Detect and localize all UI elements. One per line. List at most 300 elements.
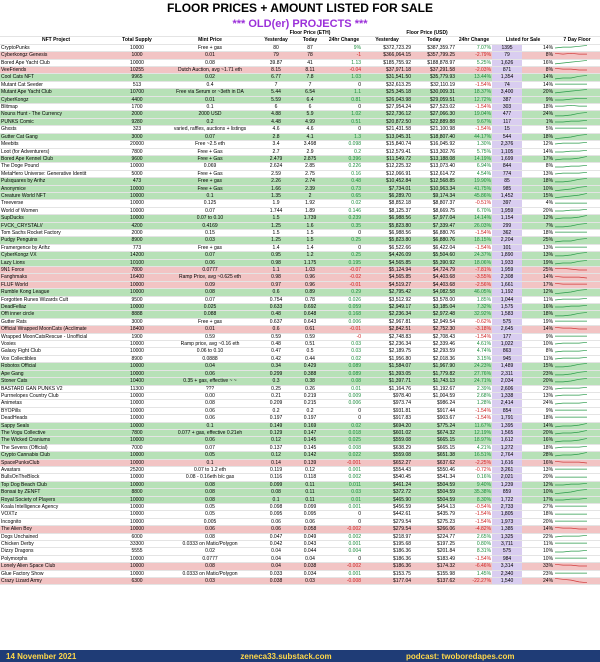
mint-price: 0.025 (162, 304, 258, 311)
mint-price: 0.03 (162, 578, 258, 585)
floor-eth-today: 0.96 (294, 274, 326, 281)
listed-count: 863 (492, 348, 522, 355)
table-row[interactable] (0, 289, 600, 296)
project-name: The Sevens (Official) (0, 444, 112, 451)
mint-price: 0.02 (162, 74, 258, 81)
floor-eth-yesterday: 0.14 (258, 459, 294, 466)
floor-eth-yesterday: 0.12 (258, 452, 294, 459)
floor-eth-change: 0.009 (326, 392, 362, 399)
mint-price: 0.069 (162, 163, 258, 170)
trend-line (555, 157, 587, 160)
table-row[interactable] (0, 67, 600, 74)
floor-usd-today: $8,807.37 (412, 200, 456, 207)
mint-price: Free + Gas (162, 155, 258, 162)
trend-line (555, 461, 587, 463)
floor-eth-yesterday: 0.2 (258, 407, 294, 414)
table-row[interactable] (0, 244, 600, 251)
listed-count: 575 (492, 318, 522, 325)
trend-sparkline (554, 104, 600, 111)
table-row[interactable] (0, 466, 600, 473)
listed-count: 575 (492, 548, 522, 555)
trend-sparkline (554, 452, 600, 459)
floor-usd-today: $13,073.40 (412, 163, 456, 170)
total-supply: 10000 (112, 474, 162, 481)
total-supply: 10000 (112, 163, 162, 170)
listed-count: 387 (492, 96, 522, 103)
project-name: Pulsquares by Arihz (0, 178, 112, 185)
col-mint: Mint Price (162, 37, 258, 44)
floor-eth-today: 2.875 (294, 155, 326, 162)
floor-eth-change: -1 (326, 52, 362, 59)
project-name: Chicken Derby (0, 541, 112, 548)
trend-sparkline (554, 392, 600, 399)
floor-eth-yesterday: 0.98 (258, 274, 294, 281)
floor-eth-yesterday: 0.137 (258, 444, 294, 451)
floor-usd-change: 1.28% (456, 400, 492, 407)
floor-eth-today: 6.54 (294, 89, 326, 96)
floor-usd-yesterday: $366,064.15 (362, 52, 412, 59)
table-row[interactable] (0, 281, 600, 288)
floor-eth-today: 5.9 (294, 111, 326, 118)
listed-count: 1,612 (492, 437, 522, 444)
floor-eth-change: 0.018 (326, 429, 362, 436)
table-row[interactable] (0, 296, 600, 303)
table-row[interactable] (0, 259, 600, 266)
trend-sparkline (554, 252, 600, 259)
total-supply: 3000 (112, 133, 162, 140)
total-supply: 8888 (112, 311, 162, 318)
footer-site-link[interactable]: zeneca33.substack.com (240, 651, 332, 661)
table-row[interactable] (0, 533, 600, 540)
table-row[interactable] (0, 355, 600, 362)
total-supply: 323 (112, 126, 162, 133)
project-name: Koala Intelligence Agency (0, 504, 112, 511)
floor-usd-yesterday: $8,125.37 (362, 207, 412, 214)
table-row[interactable] (0, 267, 600, 274)
floor-eth-yesterday: 0.633 (258, 304, 294, 311)
floor-usd-today: $986.24 (412, 400, 456, 407)
floor-usd-yesterday: $1,956.80 (362, 355, 412, 362)
table-row[interactable] (0, 44, 600, 51)
listed-count: 871 (492, 67, 522, 74)
floor-eth-yesterday: 0.038 (258, 578, 294, 585)
trend-sparkline (554, 89, 600, 96)
total-supply: 10000 (112, 370, 162, 377)
listed-percent: 14% (522, 326, 554, 333)
floor-usd-change: 4.54% (456, 170, 492, 177)
listed-percent: 18% (522, 133, 554, 140)
mint-price: 0.08 (162, 59, 258, 66)
project-name: BYOPills (0, 407, 112, 414)
trend-sparkline (554, 237, 600, 244)
listed-percent: 13% (522, 252, 554, 259)
table-row[interactable] (0, 274, 600, 281)
listed-percent: 8% (522, 348, 554, 355)
footer-bar (0, 650, 600, 662)
table-row[interactable] (0, 407, 600, 414)
listed-percent: 24% (522, 400, 554, 407)
table-row[interactable] (0, 74, 600, 81)
mint-price: 0.08 (162, 533, 258, 540)
table-row[interactable] (0, 392, 600, 399)
listed-count: 1,395 (492, 422, 522, 429)
table-row[interactable] (0, 437, 600, 444)
table-row[interactable] (0, 326, 600, 333)
mint-price: 0.01 (162, 96, 258, 103)
table-row[interactable] (0, 104, 600, 111)
table-row[interactable] (0, 304, 600, 311)
project-name: Purrnelopes Country Club (0, 392, 112, 399)
mint-price: Free + Gas (162, 148, 258, 155)
project-name: Treeverse (0, 200, 112, 207)
floor-eth-today: 6.4 (294, 96, 326, 103)
trend-line (555, 431, 587, 434)
floor-eth-yesterday: 0.25 (258, 385, 294, 392)
floor-eth-today: 0.643 (294, 318, 326, 325)
trend-sparkline (554, 215, 600, 222)
total-supply: 7800 (112, 429, 162, 436)
project-name: Ape Gang (0, 370, 112, 377)
floor-eth-change: 0.51 (326, 118, 362, 125)
listed-count: 2,764 (492, 452, 522, 459)
listed-count: 2,021 (492, 474, 522, 481)
floor-usd-yesterday: $1,393.05 (362, 370, 412, 377)
listed-count: 1,272 (492, 444, 522, 451)
table-row[interactable] (0, 378, 600, 385)
floor-usd-change: -0.72% (456, 466, 492, 473)
floor-usd-today: $197.25 (412, 541, 456, 548)
listed-count: 1,699 (492, 155, 522, 162)
table-row[interactable] (0, 126, 600, 133)
project-name: Avastars (0, 466, 112, 473)
mint-price: 0.0333 on Matic/Polygon (162, 541, 258, 548)
trend-sparkline (554, 163, 600, 170)
floor-usd-yesterday: $694.20 (362, 422, 412, 429)
trend-sparkline (554, 474, 600, 481)
floor-eth-change: 0.396 (326, 155, 362, 162)
mint-price: 0.08 (162, 289, 258, 296)
listed-percent: 28% (522, 452, 554, 459)
listed-percent: 23% (522, 370, 554, 377)
floor-usd-change: 18.37% (456, 89, 492, 96)
table-row[interactable] (0, 207, 600, 214)
table-row[interactable] (0, 252, 600, 259)
total-supply: 10000 (112, 459, 162, 466)
table-row[interactable] (0, 52, 600, 59)
floor-usd-change: -1.54% (456, 518, 492, 525)
floor-usd-change: 18.06% (456, 259, 492, 266)
listed-count: 859 (492, 489, 522, 496)
project-name: Vox Collectibles (0, 355, 112, 362)
floor-usd-yesterday: $5,823.80 (362, 222, 412, 229)
floor-eth-change: 0 (326, 511, 362, 518)
floor-usd-yesterday: $32,613.25 (362, 81, 412, 88)
trend-line (555, 150, 587, 152)
total-supply: 8900 (112, 237, 162, 244)
trend-sparkline (554, 141, 600, 148)
table-row[interactable] (0, 548, 600, 555)
listed-count: 1,722 (492, 496, 522, 503)
listed-count: 945 (492, 355, 522, 362)
listed-count: 854 (492, 407, 522, 414)
floor-usd-change: -1.54% (456, 229, 492, 236)
floor-eth-today: 0.118 (294, 474, 326, 481)
floor-eth-today: 3.498 (294, 141, 326, 148)
table-row[interactable] (0, 215, 600, 222)
table-row[interactable] (0, 570, 600, 577)
floor-usd-yesterday: $12,225.32 (362, 163, 412, 170)
floor-eth-today: 78 (294, 52, 326, 59)
listed-percent: 12% (522, 141, 554, 148)
floor-eth-today: 0.219 (294, 392, 326, 399)
table-row[interactable] (0, 481, 600, 488)
floor-usd-change: 13.44% (456, 74, 492, 81)
trend-line (555, 550, 587, 552)
mint-price: 0.59 (162, 333, 258, 340)
floor-usd-today: $2,949.54 (412, 318, 456, 325)
table-row[interactable] (0, 170, 600, 177)
total-supply: 10100 (112, 259, 162, 266)
table-row[interactable] (0, 96, 600, 103)
floor-usd-today: $674.32 (412, 429, 456, 436)
trend-line (555, 483, 587, 485)
trend-sparkline (554, 326, 600, 333)
trend-line (555, 69, 587, 71)
listed-count: 1,616 (492, 459, 522, 466)
floor-eth-change: 0 (326, 81, 362, 88)
floor-eth-change: 0.059 (326, 304, 362, 311)
listed-count: 1,192 (492, 289, 522, 296)
listed-percent: 14% (522, 526, 554, 533)
trend-sparkline (554, 59, 600, 66)
mint-price: 0.07 (162, 296, 258, 303)
project-name: VeeFriends (0, 67, 112, 74)
floor-usd-today: $4,724.79 (412, 267, 456, 274)
floor-usd-today: $16,045.92 (412, 141, 456, 148)
mint-price: 0.08 (162, 496, 258, 503)
table-row[interactable] (0, 81, 600, 88)
mint-price: 0.1 (162, 104, 258, 111)
floor-eth-change: -0.002 (326, 563, 362, 570)
listed-percent: 18% (522, 444, 554, 451)
table-row[interactable] (0, 229, 600, 236)
listed-percent: 7% (522, 222, 554, 229)
trend-sparkline (554, 267, 600, 274)
table-row[interactable] (0, 452, 600, 459)
trend-sparkline (554, 229, 600, 236)
floor-eth-yesterday: 0.95 (258, 252, 294, 259)
table-row[interactable] (0, 311, 600, 318)
floor-eth-change: 0.65 (326, 192, 362, 199)
table-row[interactable] (0, 333, 600, 340)
project-name: DeadHeads (0, 415, 112, 422)
total-supply: 10000 (112, 192, 162, 199)
table-row[interactable] (0, 155, 600, 162)
listed-percent: 14% (522, 274, 554, 281)
trend-sparkline (554, 466, 600, 473)
trend-sparkline (554, 555, 600, 562)
floor-eth-change: 0.001 (326, 570, 362, 577)
table-row[interactable] (0, 318, 600, 325)
listed-count: 2,308 (492, 274, 522, 281)
floor-usd-today: $13,302.76 (412, 148, 456, 155)
table-row[interactable] (0, 489, 600, 496)
mint-price: Free + gas (162, 178, 258, 185)
table-row[interactable] (0, 348, 600, 355)
table-row[interactable] (0, 341, 600, 348)
total-supply: 773 (112, 244, 162, 251)
floor-usd-change: -22.27% (456, 578, 492, 585)
trend-line (555, 276, 587, 278)
floor-usd-change: 6.70% (456, 207, 492, 214)
table-row[interactable] (0, 518, 600, 525)
listed-count: 303 (492, 104, 522, 111)
floor-eth-yesterday: 0.06 (258, 518, 294, 525)
floor-usd-change: 24.37% (456, 252, 492, 259)
floor-eth-yesterday: 0.08 (258, 489, 294, 496)
floor-eth-yesterday: 0.42 (258, 355, 294, 362)
table-row[interactable] (0, 222, 600, 229)
listed-percent: 9% (522, 333, 554, 340)
table-row[interactable] (0, 496, 600, 503)
total-supply: 6300 (112, 578, 162, 585)
floor-usd-change: -6.46% (456, 563, 492, 570)
table-row[interactable] (0, 141, 600, 148)
floor-usd-today: $22,889.88 (412, 118, 456, 125)
total-supply: 10000 (112, 215, 162, 222)
floor-eth-change: 0 (326, 415, 362, 422)
table-row[interactable] (0, 89, 600, 96)
table-row[interactable] (0, 400, 600, 407)
trend-line (555, 112, 587, 115)
trend-sparkline (554, 44, 600, 51)
floor-usd-change: 3.15% (456, 355, 492, 362)
table-row[interactable] (0, 185, 600, 192)
floor-eth-today: 1.5 (294, 229, 326, 236)
floor-usd-yesterday: $372,723.29 (362, 44, 412, 51)
listed-percent: 20% (522, 518, 554, 525)
table-row[interactable] (0, 415, 600, 422)
project-name: Blitmap (0, 104, 112, 111)
table-row[interactable] (0, 163, 600, 170)
floor-eth-today: 1.739 (294, 215, 326, 222)
table-row[interactable] (0, 511, 600, 518)
table-row[interactable] (0, 429, 600, 436)
mint-price: 0.05 (162, 452, 258, 459)
listed-count: 1,959 (492, 267, 522, 274)
table-row[interactable] (0, 422, 600, 429)
project-name: Loot (for Adventurers) (0, 148, 112, 155)
floor-eth-yesterday: 0.095 (258, 511, 294, 518)
floor-eth-change: 0.48 (326, 178, 362, 185)
listed-percent: 13% (522, 392, 554, 399)
floor-eth-change: 0.022 (326, 452, 362, 459)
table-row[interactable] (0, 385, 600, 392)
table-row[interactable] (0, 237, 600, 244)
table-row[interactable] (0, 578, 600, 585)
floor-eth-change: 0.01 (326, 496, 362, 503)
floor-usd-yesterday: $2,842.51 (362, 326, 412, 333)
table-row[interactable] (0, 200, 600, 207)
table-row[interactable] (0, 370, 600, 377)
table-row[interactable] (0, 59, 600, 66)
table-row[interactable] (0, 526, 600, 533)
listed-count: 15 (492, 126, 522, 133)
floor-eth-yesterday: 0.48 (258, 341, 294, 348)
project-name: Polymorphs (0, 555, 112, 562)
listed-count: 774 (492, 170, 522, 177)
floor-eth-yesterday: 8.15 (258, 67, 294, 74)
table-row[interactable] (0, 133, 600, 140)
table-row[interactable] (0, 444, 600, 451)
listed-percent: 10% (522, 341, 554, 348)
table-row[interactable] (0, 541, 600, 548)
trend-line (555, 379, 587, 382)
table-row[interactable] (0, 148, 600, 155)
listed-count: 1,338 (492, 392, 522, 399)
table-row[interactable] (0, 563, 600, 570)
floor-eth-today: 2.39 (294, 185, 326, 192)
col-usd-change: 24hr Change (456, 37, 492, 44)
listed-percent: 16% (522, 304, 554, 311)
trend-line (555, 438, 587, 441)
floor-usd-today: $504.59 (412, 496, 456, 503)
floor-usd-change: -1.54% (456, 511, 492, 518)
floor-eth-yesterday: 5.59 (258, 96, 294, 103)
trend-sparkline (554, 67, 600, 74)
trend-line (555, 446, 587, 448)
total-supply: 10400 (112, 378, 162, 385)
col-usd-yesterday: Yesterday (362, 37, 412, 44)
floor-usd-change: 26.03% (456, 222, 492, 229)
floor-usd-today: $2,972.48 (412, 311, 456, 318)
table-row[interactable] (0, 192, 600, 199)
floor-usd-change: 4.21% (456, 444, 492, 451)
listed-percent: 20% (522, 378, 554, 385)
floor-eth-yesterday: 4.48 (258, 118, 294, 125)
table-row[interactable] (0, 555, 600, 562)
floor-eth-today: 2.85 (294, 163, 326, 170)
table-row[interactable] (0, 111, 600, 118)
floor-eth-today: 0.142 (294, 452, 326, 459)
total-supply: 10700 (112, 89, 162, 96)
total-supply: 10000 (112, 207, 162, 214)
listed-count: 1,933 (492, 259, 522, 266)
table-row[interactable] (0, 363, 600, 370)
floor-eth-yesterday: 0.34 (258, 363, 294, 370)
footer-podcast-link[interactable]: podcast: twoboredapes.com (406, 651, 515, 661)
floor-eth-today: 0.049 (294, 533, 326, 540)
table-row[interactable] (0, 459, 600, 466)
floor-usd-yesterday: $601.02 (362, 429, 412, 436)
floor-eth-change: 0.02 (326, 422, 362, 429)
table-row[interactable] (0, 474, 600, 481)
floor-eth-change: 0.01 (326, 385, 362, 392)
floor-usd-today: $201.84 (412, 548, 456, 555)
table-row[interactable] (0, 178, 600, 185)
floor-usd-yesterday: $5,823.80 (362, 237, 412, 244)
floor-eth-today: 0.03 (294, 578, 326, 585)
project-name: CryptoPunks (0, 44, 112, 51)
trend-line (555, 90, 587, 93)
listed-percent: 24% (522, 578, 554, 585)
table-row[interactable] (0, 504, 600, 511)
floor-eth-today: 1.175 (294, 259, 326, 266)
listed-count: 362 (492, 229, 522, 236)
trend-sparkline (554, 318, 600, 325)
total-supply: 7800 (112, 148, 162, 155)
table-row[interactable] (0, 118, 600, 125)
